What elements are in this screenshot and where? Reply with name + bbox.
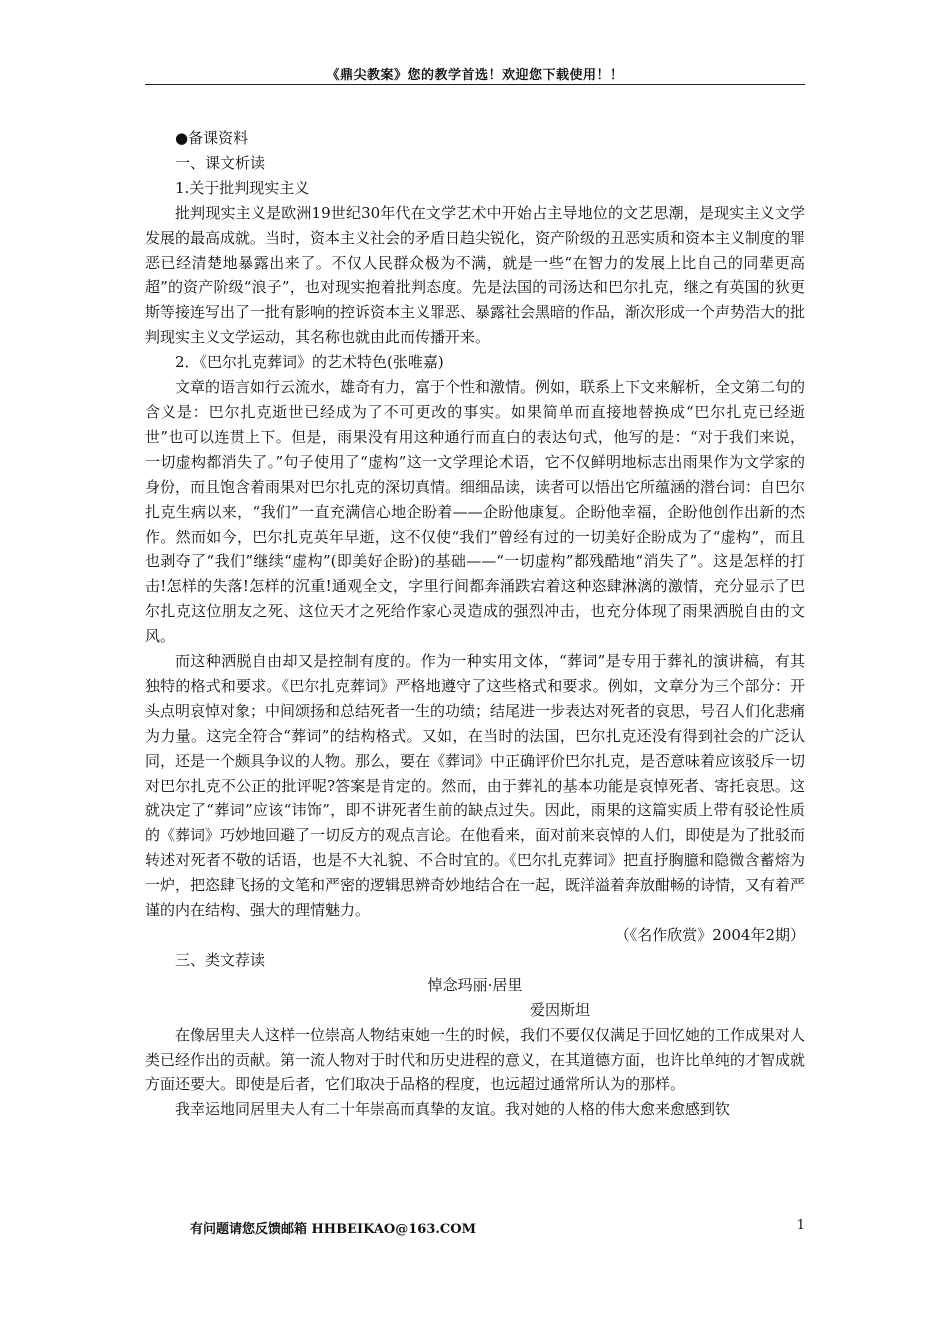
paragraph-1: 批判现实主义是欧洲19世纪30年代在文学艺术中开始占主导地位的文艺思潮，是现实主义文学发展的最高成就。当时，资本主义社会的矛盾日趋尖锐化，资产阶级的丑恶实质和资本主义制度的罪恶已经清楚地暴露出来了。不仅人民群众极为不满，就是一些“在智力的发展上比自己的同辈更高超”的资产阶级“浪子”，也对现实抱着批判态度。先是法国的司汤达和巴尔扎克，继之有英国的狄更斯等接连写出了一批有影响的控诉资本主义罪恶、暴露社会黑暗的作品，渐次形成一个声势浩大的批判现实主义文学运动，其名称也就由此而传播开来。: [145, 203, 806, 347]
article-author: 爱因斯坦: [529, 1000, 590, 1019]
page-footer: [190, 1218, 805, 1237]
article-title: 悼念玛丽·居里: [427, 975, 523, 994]
heading-1: 一、课文析读: [175, 153, 266, 172]
footer-contact: 有问题请您反馈邮箱 HHBEIKAO@163.COM: [190, 1222, 476, 1237]
section-mark: ●备课资料: [175, 129, 249, 147]
paragraph-2: 文章的语言如行云流水，雄奇有力，富于个性和激情。例如，联系上下文来解析，全文第二句的含义是：巴尔扎克逝世已经成为了不可更改的事实。如果简单而直接地替换成“巴尔扎克已经逝世”也可以连贯上下。但是，雨果没有用这种通行而直白的表达句式，他写的是：“对于我们来说，一切虚构都消失了。”句子使用了“虚构”这一文学理论术语，它不仅鲜明地标志出雨果作为文学家的身份，而且饱含着雨果对巴尔扎克的深切真情。细细品读，读者可以悟出它所蕴涵的潜台词：自巴尔扎克生病以来，“我们”一直充满信心地企盼着——企盼他康复。企盼他幸福，企盼他创作出新的杰作。然而如今，巴尔扎克英年早逝，这不仅使“我们”曾经有过的一切美好企盼成为了“虚构”，而且也剥夺了“我们”继续“虚构”(即美好企盼)的基础——“一切虚构”都残酷地“消失了”。这是怎样的打击!怎样的失落!怎样的沉重!通观全文，字里行间都奔涌跌宕着这种恣肆淋漓的激情，充分显示了巴尔扎克这位朋友之死、这位天才之死给作家心灵造成的强烈冲击，也充分体现了雨果洒脱自由的文风。: [145, 378, 806, 646]
page-header: 《鼎尖教案》您的教学首选！欢迎您下载使用！！: [326, 68, 624, 83]
paragraph-3: 而这种洒脱自由却又是控制有度的。作为一种实用文体，“葬词”是专用于葬礼的演讲稿，有其独特的格式和要求。《巴尔扎克葬词》严格地遵守了这些格式和要求。例如，文章分为三个部分：开头点明哀悼对象；中间颂扬和总结死者一生的功绩；结尾进一步表达对死者的哀思，号召人们化悲痛为力量。这完全符合“葬词”的结构格式。又如，在当时的法国，巴尔扎克还没有得到社会的广泛认同，还是一个颇具争议的人物。那么，要在《葬词》中正确评价巴尔扎克，是否意味着应该驳斥一切对巴尔扎克不公正的批评呢?答案是肯定的。然而，由于葬礼的基本功能是哀悼死者、寄托哀思。这就决定了“葬词”应该“讳饰”，即不讲死者生前的缺点过失。因此，雨果的这篇实质上带有驳论性质的《葬词》巧妙地回避了一切反方的观点言论。在他看来，面对前来哀悼的人们，即使是为了批驳而转述对死者不敬的话语，也是不大礼貌、不合时宜的。《巴尔扎克葬词》把直抒胸臆和隐微含蓄熔为一炉，把恣肆飞扬的文笔和严密的逻辑思辨奇妙地结合在一起，既洋溢着奔放酣畅的诗情，又有着严谨的内在结构、强大的理情魅力。: [145, 652, 806, 920]
document-body: [145, 126, 805, 1122]
paragraph-5: 我幸运地同居里夫人有二十年崇高而真挚的友谊。我对她的人格的伟大愈来愈感到钦: [175, 1100, 731, 1119]
header-rule: [145, 84, 805, 85]
heading-1-1: 1.关于批判现实主义: [175, 178, 310, 197]
heading-3: 三、类文荐读: [175, 950, 266, 969]
heading-1-2: 2．《巴尔扎克葬词》的艺术特色(张唯嘉): [175, 353, 444, 372]
page-number: 1: [796, 1218, 805, 1233]
paragraph-4: 在像居里夫人这样一位崇高人物结束她一生的时候，我们不要仅仅满足于回忆她的工作成果对人类已经作出的贡献。第一流人物对于时代和历史进程的意义，在其道德方面，也许比单纯的才智成就方面还要大。即使是后者，它们取决于品格的程度，也远超过通常所认为的那样。: [145, 1025, 806, 1094]
source-citation: （《名作欣赏》2004年2期）: [614, 926, 805, 944]
